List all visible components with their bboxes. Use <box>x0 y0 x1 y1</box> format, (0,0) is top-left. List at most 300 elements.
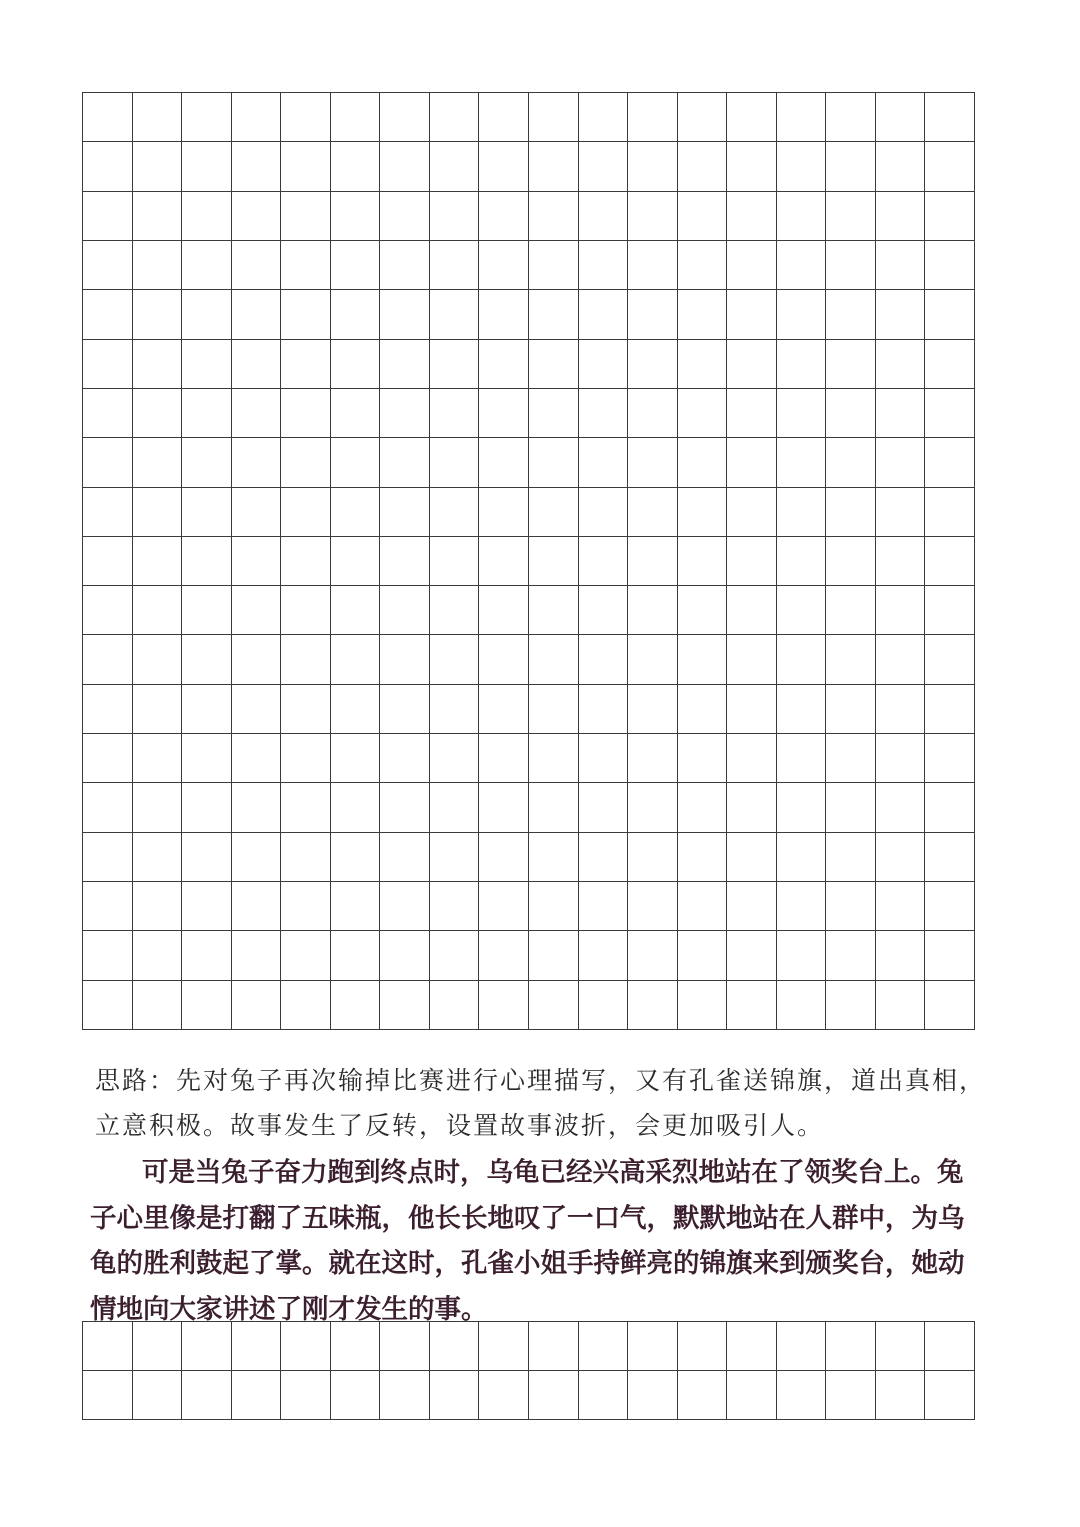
grid-cell <box>331 1371 381 1420</box>
grid-cell <box>232 685 282 734</box>
grid-cell <box>925 389 975 438</box>
grid-cell <box>628 389 678 438</box>
grid-cell <box>579 1322 629 1371</box>
grid-cell <box>83 635 133 684</box>
grid-cell <box>727 1322 777 1371</box>
grid-cell <box>876 685 926 734</box>
grid-cell <box>579 882 629 931</box>
grid-cell <box>727 389 777 438</box>
grid-cell <box>133 685 183 734</box>
grid-cell <box>133 981 183 1030</box>
grid-cell <box>628 931 678 980</box>
grid-cell <box>876 241 926 290</box>
story-line: 情地向大家讲述了刚才发生的事。 <box>90 1293 488 1325</box>
grid-cell <box>83 93 133 142</box>
grid-cell <box>777 142 827 191</box>
grid-cell <box>727 734 777 783</box>
grid-cell <box>925 142 975 191</box>
grid-cell <box>380 833 430 882</box>
grid-cell <box>133 192 183 241</box>
grid-cell <box>83 1322 133 1371</box>
grid-cell <box>232 1371 282 1420</box>
grid-cell <box>430 241 480 290</box>
grid-cell <box>678 142 728 191</box>
grid-cell <box>678 537 728 586</box>
grid-cell <box>628 1322 678 1371</box>
grid-cell <box>678 635 728 684</box>
grid-cell <box>826 783 876 832</box>
grid-cell <box>925 783 975 832</box>
grid-cell <box>182 734 232 783</box>
grid-cell <box>133 142 183 191</box>
grid-cell <box>281 290 331 339</box>
grid-cell <box>727 586 777 635</box>
grid-cell <box>182 340 232 389</box>
grid-cell <box>876 438 926 487</box>
grid-cell <box>579 734 629 783</box>
grid-cell <box>331 833 381 882</box>
grid-cell <box>529 142 579 191</box>
grid-cell <box>182 241 232 290</box>
grid-cell <box>182 882 232 931</box>
grid-cell <box>826 241 876 290</box>
grid-cell <box>430 142 480 191</box>
grid-cell <box>529 1371 579 1420</box>
grid-cell <box>83 192 133 241</box>
grid-cell <box>777 93 827 142</box>
grid-cell <box>479 833 529 882</box>
grid-cell <box>678 1322 728 1371</box>
grid-cell <box>182 142 232 191</box>
grid-cell <box>479 586 529 635</box>
grid-cell <box>777 685 827 734</box>
grid-cell <box>925 635 975 684</box>
grid-cell <box>925 1322 975 1371</box>
grid-cell <box>331 931 381 980</box>
grid-cell <box>281 833 331 882</box>
grid-cell <box>876 981 926 1030</box>
grid-cell <box>628 882 678 931</box>
grid-cell <box>281 340 331 389</box>
grid-cell <box>182 438 232 487</box>
grid-cell <box>777 833 827 882</box>
grid-cell <box>678 488 728 537</box>
grid-cell <box>479 981 529 1030</box>
grid-cell <box>479 783 529 832</box>
grid-cell <box>727 882 777 931</box>
grid-cell <box>380 290 430 339</box>
grid-cell <box>281 685 331 734</box>
grid-cell <box>331 882 381 931</box>
grid-cell <box>331 192 381 241</box>
grid-cell <box>628 783 678 832</box>
grid-cell <box>83 783 133 832</box>
grid-cell <box>529 685 579 734</box>
grid-cell <box>826 93 876 142</box>
grid-cell <box>232 833 282 882</box>
writing-hint <box>95 1058 995 1148</box>
grid-cell <box>232 340 282 389</box>
grid-cell <box>678 586 728 635</box>
grid-cell <box>876 1371 926 1420</box>
grid-cell <box>232 537 282 586</box>
grid-cell <box>133 931 183 980</box>
grid-cell <box>182 833 232 882</box>
grid-cell <box>182 1322 232 1371</box>
grid-cell <box>133 340 183 389</box>
grid-cell <box>430 438 480 487</box>
grid-cell <box>826 586 876 635</box>
grid-cell <box>678 340 728 389</box>
grid-cell <box>925 192 975 241</box>
grid-cell <box>628 241 678 290</box>
grid-cell <box>727 981 777 1030</box>
grid-cell <box>281 1371 331 1420</box>
grid-cell <box>777 931 827 980</box>
grid-cell <box>777 981 827 1030</box>
grid-cell <box>83 537 133 586</box>
grid-cell <box>826 1371 876 1420</box>
grid-cell <box>430 635 480 684</box>
grid-cell <box>281 931 331 980</box>
grid-cell <box>430 340 480 389</box>
grid-cell <box>479 192 529 241</box>
grid-cell <box>826 488 876 537</box>
grid-cell <box>925 537 975 586</box>
grid-cell <box>628 340 678 389</box>
grid-cell <box>628 1371 678 1420</box>
grid-cell <box>628 635 678 684</box>
grid-cell <box>628 734 678 783</box>
grid-cell <box>380 1322 430 1371</box>
grid-cell <box>281 586 331 635</box>
grid-cell <box>628 833 678 882</box>
grid-cell <box>826 685 876 734</box>
grid-cell <box>628 192 678 241</box>
grid-cell <box>925 488 975 537</box>
grid-cell <box>876 142 926 191</box>
grid-cell <box>579 290 629 339</box>
grid-cell <box>281 734 331 783</box>
writing-grid-top <box>82 92 975 1030</box>
grid-cell <box>182 93 232 142</box>
grid-cell <box>479 340 529 389</box>
grid-cell <box>826 734 876 783</box>
grid-cell <box>925 241 975 290</box>
grid-cell <box>133 389 183 438</box>
grid-cell <box>331 488 381 537</box>
grid-cell <box>479 488 529 537</box>
grid-cell <box>232 438 282 487</box>
grid-cell <box>479 635 529 684</box>
grid-cell <box>727 241 777 290</box>
grid-cell <box>876 833 926 882</box>
grid-cell <box>83 586 133 635</box>
grid-cell <box>678 931 728 980</box>
grid-cell <box>479 142 529 191</box>
grid-cell <box>777 488 827 537</box>
grid-cell <box>430 685 480 734</box>
grid-cell <box>479 389 529 438</box>
grid-cell <box>826 981 876 1030</box>
grid-cell <box>133 537 183 586</box>
grid-cell <box>579 685 629 734</box>
grid-cell <box>826 1322 876 1371</box>
grid-cell <box>232 192 282 241</box>
grid-cell <box>826 537 876 586</box>
grid-cell <box>876 783 926 832</box>
grid-cell <box>380 93 430 142</box>
grid-cell <box>876 635 926 684</box>
grid-cell <box>529 93 579 142</box>
grid-cell <box>232 882 282 931</box>
grid-cell <box>133 882 183 931</box>
grid-cell <box>727 340 777 389</box>
grid-cell <box>331 142 381 191</box>
grid-cell <box>133 635 183 684</box>
grid-cell <box>925 93 975 142</box>
grid-cell <box>628 438 678 487</box>
grid-cell <box>579 833 629 882</box>
grid-cell <box>430 882 480 931</box>
grid-cell <box>232 635 282 684</box>
grid-cell <box>281 635 331 684</box>
grid-cell <box>777 783 827 832</box>
grid-cell <box>579 192 629 241</box>
grid-cell <box>430 1322 480 1371</box>
grid-cell <box>182 1371 232 1420</box>
grid-cell <box>380 389 430 438</box>
story-paragraph <box>90 1150 995 1332</box>
grid-cell <box>380 882 430 931</box>
grid-cell <box>430 981 480 1030</box>
grid-cell <box>331 340 381 389</box>
grid-cell <box>826 931 876 980</box>
grid-cell <box>579 981 629 1030</box>
grid-cell <box>925 586 975 635</box>
grid-cell <box>479 1322 529 1371</box>
grid-cell <box>727 537 777 586</box>
grid-cell <box>182 290 232 339</box>
grid-cell <box>83 882 133 931</box>
grid-cell <box>678 783 728 832</box>
grid-cell <box>727 833 777 882</box>
grid-cell <box>876 1322 926 1371</box>
grid-cell <box>430 783 480 832</box>
story-line: 子心里像是打翻了五味瓶，他长长地叹了一口气，默默地站在人群中，为乌 <box>90 1202 965 1234</box>
grid-cell <box>430 734 480 783</box>
grid-cell <box>579 537 629 586</box>
grid-cell <box>281 93 331 142</box>
grid-cell <box>232 290 282 339</box>
grid-cell <box>182 981 232 1030</box>
writing-grid-bottom <box>82 1321 975 1420</box>
grid-cell <box>479 537 529 586</box>
grid-cell <box>579 340 629 389</box>
grid-cell <box>529 389 579 438</box>
grid-cell <box>182 586 232 635</box>
grid-cell <box>380 981 430 1030</box>
grid-cell <box>876 882 926 931</box>
grid-cell <box>430 833 480 882</box>
grid-cell <box>479 734 529 783</box>
grid-cell <box>331 635 381 684</box>
grid-cell <box>83 685 133 734</box>
grid-cell <box>380 438 430 487</box>
grid-cell <box>479 685 529 734</box>
grid-cell <box>925 882 975 931</box>
grid-cell <box>876 931 926 980</box>
grid-cell <box>331 586 381 635</box>
grid-cell <box>727 438 777 487</box>
grid-cell <box>777 290 827 339</box>
grid-cell <box>83 142 133 191</box>
grid-cell <box>83 389 133 438</box>
story-line: 龟的胜利鼓起了掌。就在这时，孔雀小姐手持鲜亮的锦旗来到颁奖台，她动 <box>90 1248 965 1279</box>
grid-cell <box>678 833 728 882</box>
grid-cell <box>579 488 629 537</box>
grid-cell <box>529 488 579 537</box>
story-line: 可是当兔子奋力跑到终点时，乌龟已经兴高采烈地站在了领奖台上。兔 <box>142 1157 964 1188</box>
grid-cell <box>83 340 133 389</box>
grid-cell <box>777 635 827 684</box>
grid-cell <box>777 438 827 487</box>
grid-cell <box>826 833 876 882</box>
grid-cell <box>876 340 926 389</box>
grid-cell <box>430 586 480 635</box>
grid-cell <box>182 685 232 734</box>
grid-cell <box>628 142 678 191</box>
grid-cell <box>281 537 331 586</box>
grid-cell <box>281 192 331 241</box>
grid-cell <box>777 1322 827 1371</box>
grid-cell <box>133 1371 183 1420</box>
grid-cell <box>331 1322 381 1371</box>
grid-cell <box>777 537 827 586</box>
grid-cell <box>380 783 430 832</box>
grid-cell <box>529 192 579 241</box>
grid-cell <box>678 882 728 931</box>
grid-cell <box>232 931 282 980</box>
grid-cell <box>331 981 381 1030</box>
grid-cell <box>479 290 529 339</box>
grid-cell <box>331 734 381 783</box>
grid-cell <box>83 833 133 882</box>
grid-cell <box>430 1371 480 1420</box>
grid-cell <box>727 931 777 980</box>
grid-cell <box>529 537 579 586</box>
grid-cell <box>133 1322 183 1371</box>
hint-line: 思路：先对兔子再次输掉比赛进行心理描写，又有孔雀送锦旗，道出真相， <box>95 1066 987 1095</box>
grid-cell <box>281 981 331 1030</box>
grid-cell <box>777 340 827 389</box>
grid-cell <box>826 290 876 339</box>
grid-cell <box>678 93 728 142</box>
grid-cell <box>430 389 480 438</box>
grid-cell <box>529 981 579 1030</box>
grid-cell <box>826 635 876 684</box>
grid-cell <box>777 586 827 635</box>
grid-cell <box>925 685 975 734</box>
grid-cell <box>727 142 777 191</box>
grid-cell <box>876 488 926 537</box>
grid-cell <box>331 290 381 339</box>
grid-cell <box>678 241 728 290</box>
grid-cell <box>925 734 975 783</box>
grid-cell <box>727 488 777 537</box>
grid-cell <box>678 1371 728 1420</box>
grid-cell <box>628 685 678 734</box>
grid-cell <box>529 833 579 882</box>
grid-cell <box>529 734 579 783</box>
grid-cell <box>479 438 529 487</box>
grid-cell <box>430 931 480 980</box>
grid-cell <box>777 389 827 438</box>
grid-cell <box>232 142 282 191</box>
grid-cell <box>579 438 629 487</box>
grid-cell <box>876 192 926 241</box>
grid-cell <box>331 93 381 142</box>
grid-cell <box>281 882 331 931</box>
grid-cell <box>876 93 926 142</box>
grid-cell <box>331 537 381 586</box>
grid-cell <box>133 783 183 832</box>
grid-cell <box>876 586 926 635</box>
grid-cell <box>133 93 183 142</box>
grid-cell <box>83 931 133 980</box>
grid-cell <box>380 488 430 537</box>
grid-cell <box>281 783 331 832</box>
grid-cell <box>876 389 926 438</box>
grid-cell <box>182 635 232 684</box>
grid-cell <box>83 981 133 1030</box>
grid-cell <box>579 142 629 191</box>
grid-cell <box>83 488 133 537</box>
grid-cell <box>380 340 430 389</box>
grid-cell <box>232 734 282 783</box>
grid-cell <box>529 635 579 684</box>
grid-cell <box>529 1322 579 1371</box>
grid-cell <box>479 882 529 931</box>
grid-cell <box>83 1371 133 1420</box>
grid-cell <box>727 635 777 684</box>
grid-cell <box>182 389 232 438</box>
grid-cell <box>579 783 629 832</box>
grid-cell <box>727 290 777 339</box>
grid-cell <box>182 537 232 586</box>
grid-cell <box>430 93 480 142</box>
grid-cell <box>133 586 183 635</box>
grid-cell <box>925 1371 975 1420</box>
hint-line: 立意积极。故事发生了反转，设置故事波折，会更加吸引人。 <box>95 1111 825 1140</box>
grid-cell <box>628 93 678 142</box>
grid-cell <box>925 833 975 882</box>
grid-cell <box>182 488 232 537</box>
grid-cell <box>777 241 827 290</box>
grid-cell <box>232 488 282 537</box>
grid-cell <box>925 438 975 487</box>
grid-cell <box>479 931 529 980</box>
grid-cell <box>826 389 876 438</box>
grid-cell <box>678 685 728 734</box>
grid-cell <box>380 192 430 241</box>
grid-cell <box>529 340 579 389</box>
grid-cell <box>380 241 430 290</box>
grid-cell <box>380 142 430 191</box>
grid-cell <box>777 734 827 783</box>
grid-cell <box>826 142 876 191</box>
grid-cell <box>83 734 133 783</box>
